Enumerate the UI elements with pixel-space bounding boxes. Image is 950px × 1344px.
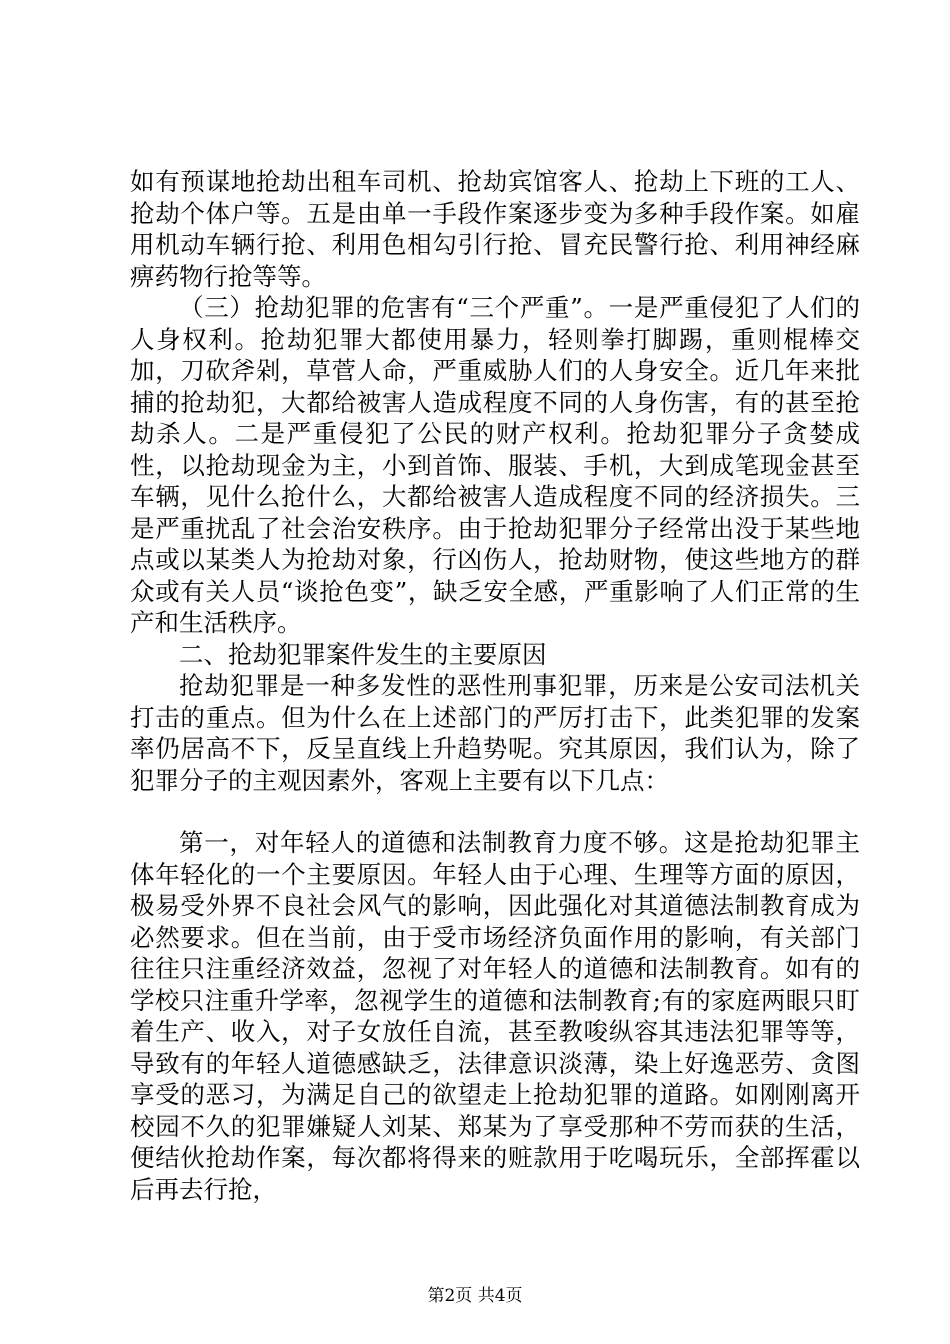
paragraph-causes-intro: 抢劫犯罪是一种多发性的恶性刑事犯罪，历来是公安司法机关打击的重点。但为什么在上述部门的严厉打击下，此类犯罪的发案率仍居高不下，反呈直线上升趋势呢。究其原因，我们认为，除了犯罪分子的主观因素外，客观上主要有以下几点： — [130, 671, 860, 795]
paragraph-harm: （三）抢劫犯罪的危害有“三个严重”。一是严重侵犯了人们的人身权利。抢劫犯罪大都使用暴力，轻则拳打脚踢，重则棍棒交加，刀砍斧剁，草菅人命，严重威胁人们的人身安全。近几年来批捕的抢劫犯，大都给被害人造成程度不同的人身伤害，有的甚至抢劫杀人。二是严重侵犯了公民的财产权利。抢劫犯罪分子贪婪成性，以抢劫现金为主，小到首饰、服装、手机，大到成笔现金甚至车辆，见什么抢什么，大都给被害人造成程度不同的经济损失。三是严重扰乱了社会治安秩序。由于抢劫犯罪分子经常出没于某些地点或以某类人为抢劫对象，行凶伤人，抢劫财物，使这些地方的群众或有关人员“谈抢色变”，缺乏安全感，严重影响了人们正常的生产和生活秩序。 — [130, 293, 860, 637]
page-number-footer: 第2页 共4页 — [427, 1286, 523, 1306]
document-body — [130, 166, 860, 1205]
paragraph-first-cause: 第一，对年轻人的道德和法制教育力度不够。这是抢劫犯罪主体年轻化的一个主要原因。年轻人由于心理、生理等方面的原因，极易受外界不良社会风气的影响，因此强化对其道德法制教育成为必然要求。但在当前，由于受市场经济负面作用的影响，有关部门往往只注重经济效益，忽视了对年轻人的道德和法制教育。如有的学校只注重升学率，忽视学生的道德和法制教育;有的家庭两眼只盯着生产、收入，对子女放任自流，甚至教唆纵容其违法犯罪等等，导致有的年轻人道德感缺乏，法律意识淡薄，染上好逸恶劳、贪图享受的恶习，为满足自己的欲望走上抢劫犯罪的道路。如刚刚离开校园不久的犯罪嫌疑人刘某、郑某为了享受那种不劳而获的生活，便结伙抢劫作案，每次都将得来的赃款用于吃喝玩乐，全部挥霍以后再去行抢， — [130, 828, 860, 1204]
paragraph-continued: 如有预谋地抢劫出租车司机、抢劫宾馆客人、抢劫上下班的工人、抢劫个体户等。五是由单一手段作案逐步变为多种手段作案。如雇用机动车辆行抢、利用色相勾引行抢、冒充民警行抢、利用神经麻痹药物行抢等等。 — [130, 167, 860, 291]
section-heading: 二、抢劫犯罪案件发生的主要原因 — [179, 639, 547, 669]
paragraph-gap — [130, 796, 860, 827]
